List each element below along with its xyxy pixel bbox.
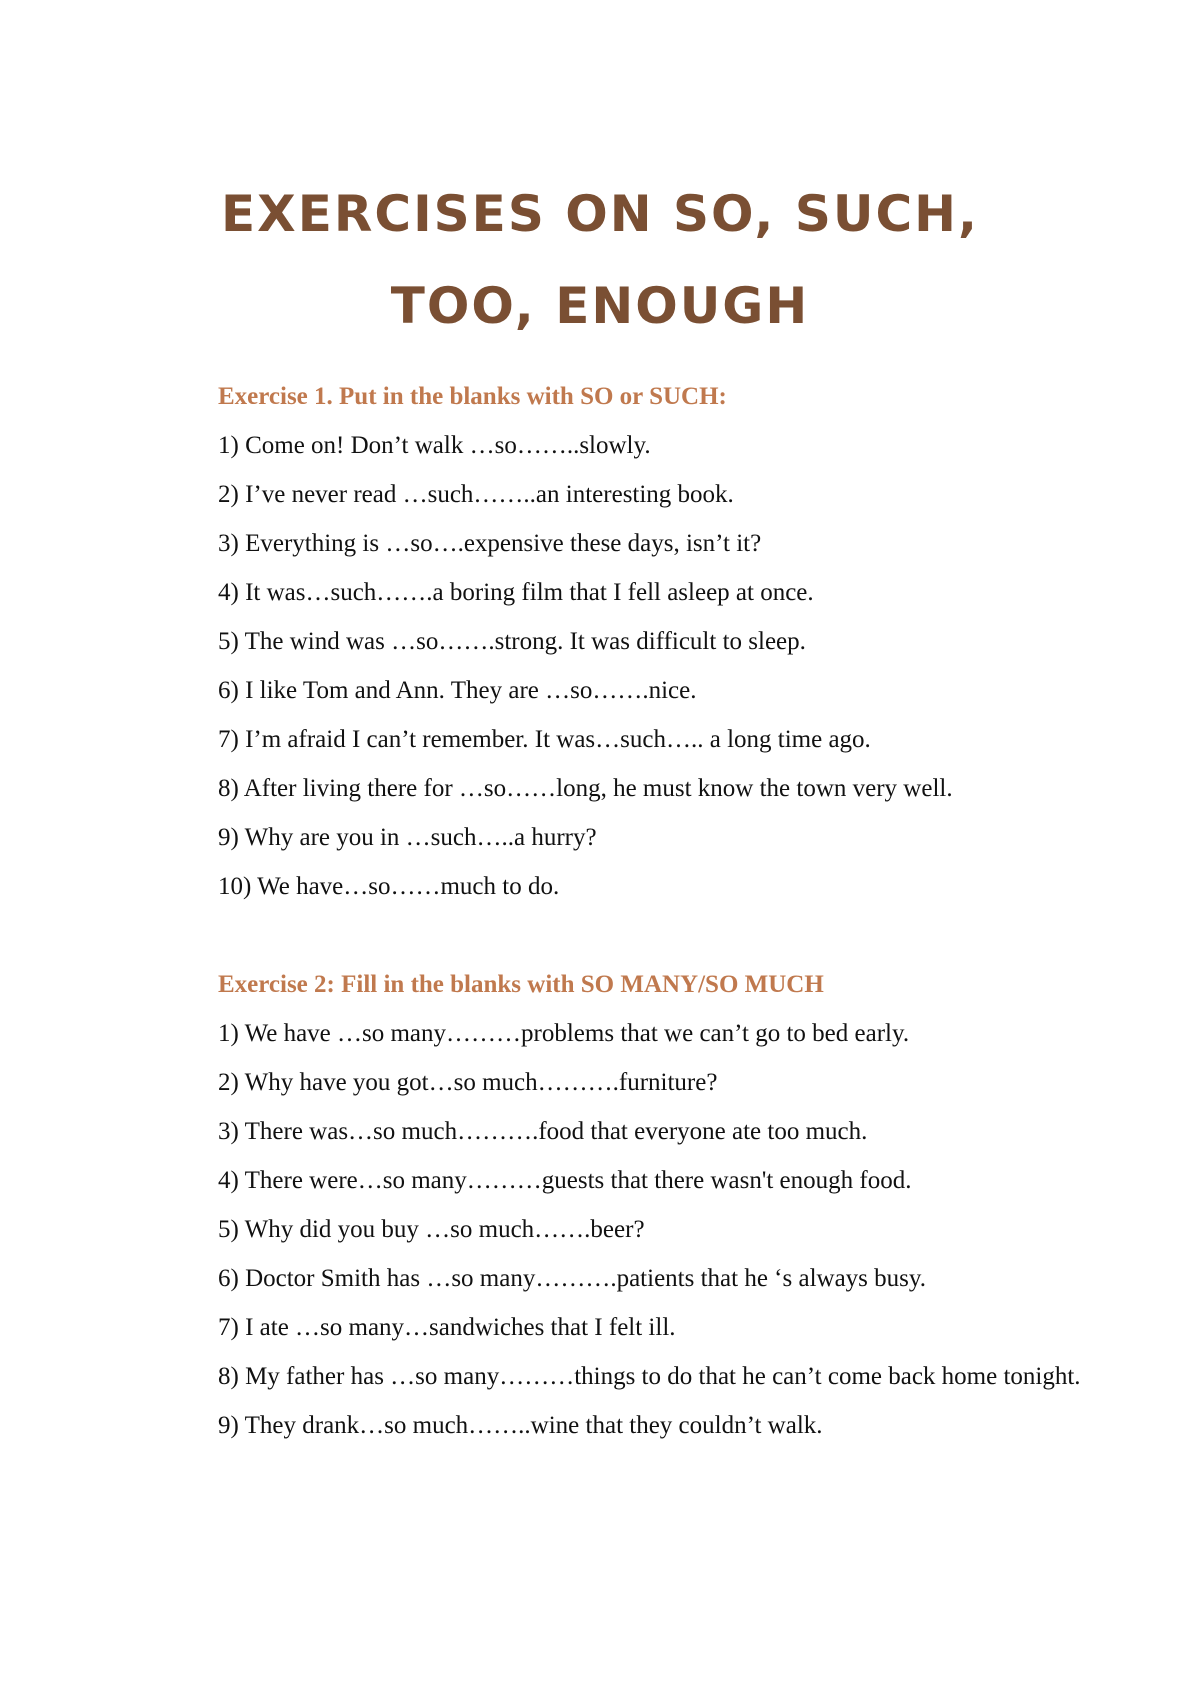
exercise-item: 1) We have …so many………problems that we can’t go to bed early. [218, 1020, 910, 1047]
exercise-item: 5) Why did you buy …so much…….beer? [218, 1216, 645, 1243]
exercise-item: 7) I ate …so many…sandwiches that I felt ill. [218, 1314, 676, 1341]
exercise-item: 10) We have…so……much to do. [218, 873, 560, 900]
exercise-item: 4) There were…so many………guests that there wasn't enough food. [218, 1167, 912, 1194]
exercise-1-heading: Exercise 1. Put in the blanks with SO or SUCH: [218, 383, 727, 410]
exercise-item: 3) Everything is …so….expensive these days, isn’t it? [218, 530, 762, 557]
exercise-item: 9) Why are you in …such…..a hurry? [218, 824, 597, 851]
title-line-2: TOO, ENOUGH [390, 276, 810, 335]
exercise-item: 2) Why have you got…so much……….furniture? [218, 1069, 718, 1096]
exercise-item: 2) I’ve never read …such……..an interesting book. [218, 481, 734, 508]
exercise-2-heading: Exercise 2: Fill in the blanks with SO MANY/SO MUCH [218, 971, 824, 998]
exercise-item: 8) My father has …so many………things to do that he can’t come back home tonight. [218, 1363, 1081, 1390]
exercise-item: 8) After living there for …so……long, he must know the town very well. [218, 775, 953, 802]
exercise-item: 6) Doctor Smith has …so many……….patients that he ‘s always busy. [218, 1265, 927, 1292]
exercise-2 [218, 960, 1098, 1450]
exercise-1-items [218, 421, 1098, 911]
exercise-item: 5) The wind was …so…….strong. It was difficult to sleep. [218, 628, 806, 655]
exercise-item: 6) I like Tom and Ann. They are …so…….nice. [218, 677, 697, 704]
exercise-item: 3) There was…so much……….food that everyone ate too much. [218, 1118, 868, 1145]
exercises-content [218, 372, 1098, 1450]
title-line-1: EXERCISES ON SO, SUCH, [221, 184, 979, 243]
exercise-item: 9) They drank…so much……..wine that they couldn’t walk. [218, 1412, 823, 1439]
exercise-2-items [218, 1009, 1098, 1450]
exercise-item: 4) It was…such…….a boring film that I fell asleep at once. [218, 579, 814, 606]
exercise-item: 1) Come on! Don’t walk …so……..slowly. [218, 432, 651, 459]
exercise-item: 7) I’m afraid I can’t remember. It was…such….. a long time ago. [218, 726, 871, 753]
document-title [0, 168, 1200, 352]
exercise-1 [218, 372, 1098, 911]
